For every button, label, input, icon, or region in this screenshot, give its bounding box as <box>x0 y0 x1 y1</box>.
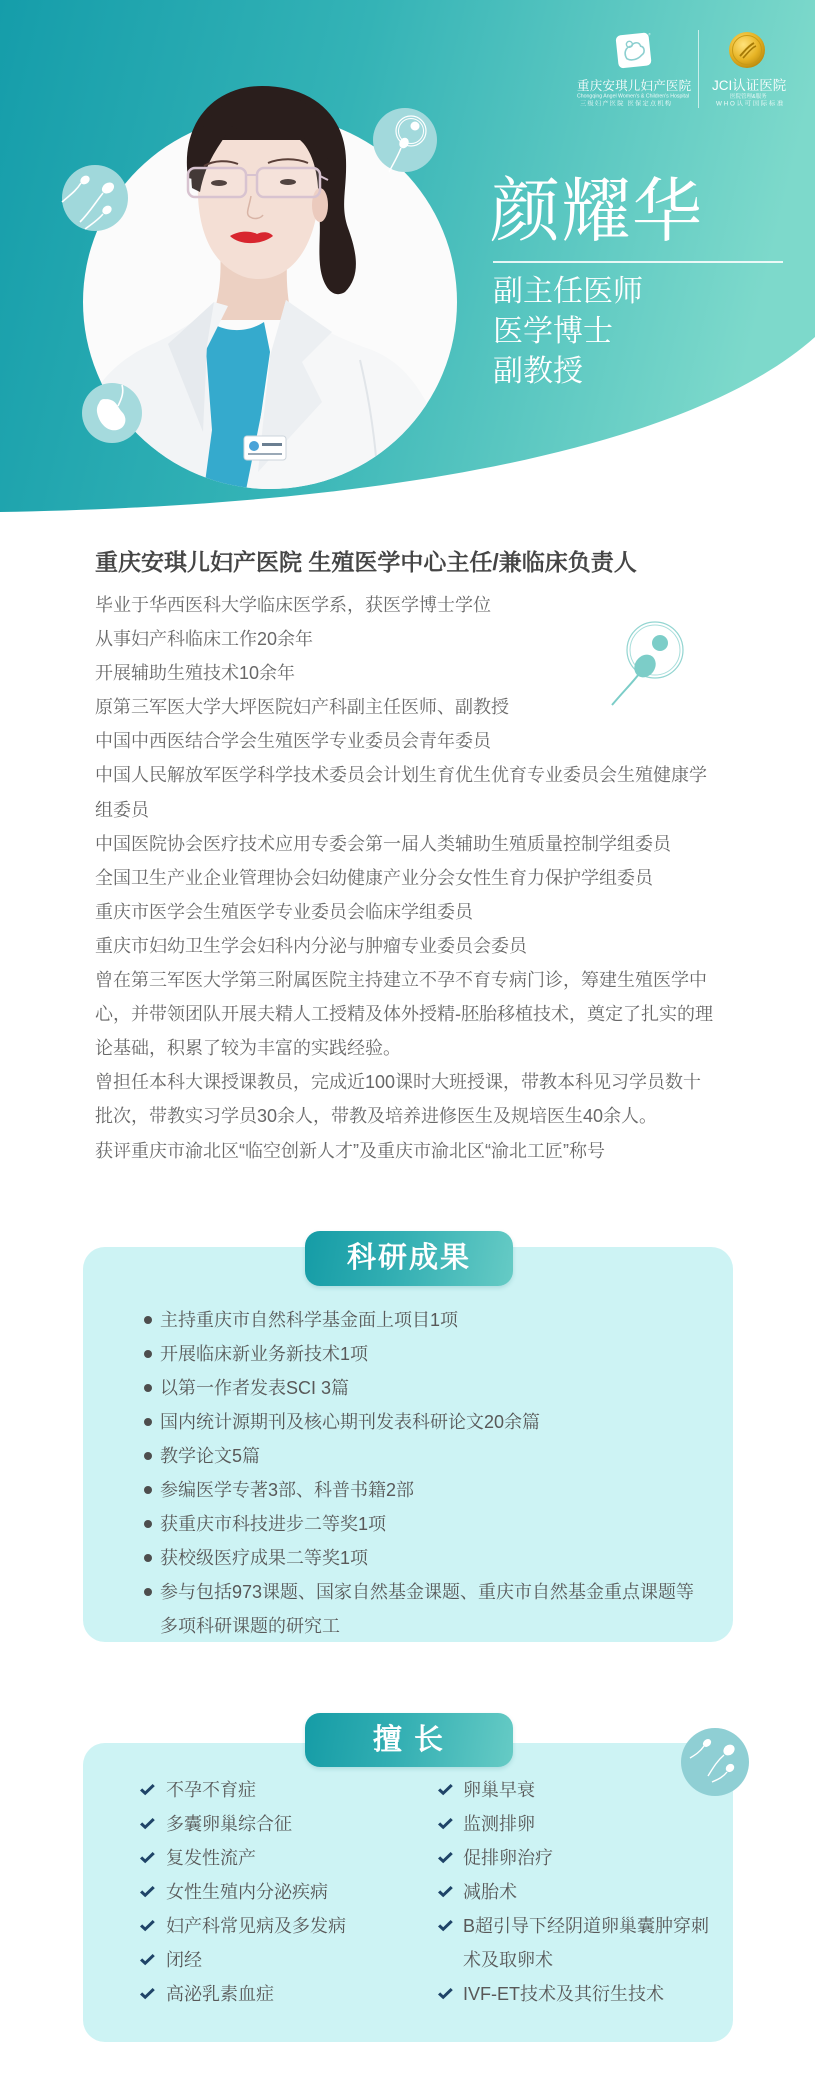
expertise-item-text: IVF-ET技术及其衍生技术 <box>463 1984 664 2004</box>
check-icon <box>438 1784 453 1796</box>
expertise-item-text: 闭经 <box>166 1950 202 1970</box>
expertise-item <box>438 1909 709 1943</box>
research-item-text: 参编医学专著3部、科普书籍2部 <box>160 1480 415 1500</box>
expertise-item-text: 减胎术 <box>463 1882 517 1902</box>
check-icon <box>140 1920 155 1932</box>
expertise-item <box>140 1841 346 1875</box>
intro-line: 心，并带领团队开展夫精人工授精及体外授精-胚胎移植技术，奠定了扎实的理 <box>95 1004 713 1025</box>
intro-line: 论基础，积累了较为丰富的实践经验。 <box>95 1038 401 1059</box>
research-item-text: 多项科研课题的研究工 <box>160 1616 340 1636</box>
intro-line: 原第三军医大学大坪医院妇产科副主任医师、副教授 <box>95 697 509 718</box>
expertise-item <box>140 1773 346 1807</box>
bullet-icon <box>144 1384 152 1392</box>
logo-divider <box>698 30 699 108</box>
intro-paragraph <box>95 861 713 895</box>
bullet-icon <box>144 1554 152 1562</box>
research-item-text: 国内统计源期刊及核心期刊发表科研论文20余篇 <box>160 1412 541 1432</box>
intro-paragraph <box>95 622 713 656</box>
expertise-item <box>438 1773 709 1807</box>
hospital-name: 重庆安琪儿妇产医院 <box>577 79 692 93</box>
check-icon <box>140 1784 155 1796</box>
research-item <box>144 1439 694 1473</box>
expertise-left-column <box>140 1773 346 2011</box>
intro-paragraph <box>95 827 713 861</box>
intro-line: 中国中西医结合学会生殖医学专业委员会青年委员 <box>95 731 491 752</box>
expertise-item-text: 多囊卵巢综合征 <box>166 1814 292 1834</box>
expertise-item-text: 妇产科常见病及多发病 <box>166 1916 346 1936</box>
intro-body <box>95 588 713 1168</box>
research-section-title: 科研成果 <box>305 1231 513 1286</box>
research-item <box>144 1303 694 1337</box>
expertise-item <box>438 1875 709 1909</box>
jci-tagline: WHO认可国际标准 <box>716 100 786 108</box>
bullet-icon <box>144 1350 152 1358</box>
expertise-item-text: 高泌乳素血症 <box>166 1984 274 2004</box>
intro-line: 毕业于华西医科大学临床医学系，获医学博士学位 <box>95 595 491 615</box>
research-item-text: 以第一作者发表SCI 3篇 <box>160 1378 350 1398</box>
intro-line: 中国人民解放军医学科学技术委员会计划生育优生优育专业委员会生殖健康学 <box>95 765 707 786</box>
research-item-continuation <box>144 1609 694 1643</box>
research-item <box>144 1541 694 1575</box>
doctor-title: 副主任医师 <box>493 275 643 308</box>
intro-paragraph <box>95 895 713 929</box>
expertise-item-text: 术及取卵术 <box>463 1950 553 1970</box>
hospital-name-english: Chongqing Angel Women's & Children's Hospital <box>577 93 690 100</box>
intro-paragraph <box>95 690 713 724</box>
expertise-item-text: B超引导下经阴道卵巢囊肿穿刺 <box>463 1916 710 1936</box>
egg-fertilization-icon <box>373 108 437 172</box>
intro-line: 组委员 <box>95 799 149 820</box>
bullet-icon <box>144 1520 152 1528</box>
expertise-item-continuation <box>438 1943 709 1977</box>
research-item <box>144 1337 694 1371</box>
check-icon <box>438 1988 453 2000</box>
check-icon <box>140 1886 155 1898</box>
intro-heading: 重庆安琪儿妇产医院 生殖医学中心主任/兼临床负责人 <box>95 549 637 575</box>
intro-paragraph <box>95 656 713 690</box>
doctor-title: 副教授 <box>493 355 583 388</box>
research-item-text: 获校级医疗成果二等奖1项 <box>160 1548 369 1568</box>
research-item <box>144 1507 694 1541</box>
expertise-item <box>438 1841 709 1875</box>
research-item <box>144 1473 694 1507</box>
intro-line: 从事妇产科临床工作20余年 <box>95 629 314 650</box>
research-item <box>144 1575 694 1609</box>
check-icon <box>140 1852 155 1864</box>
check-icon <box>140 1818 155 1830</box>
research-item-text: 教学论文5篇 <box>160 1446 261 1466</box>
intro-paragraph <box>95 1065 713 1133</box>
research-list <box>144 1303 694 1643</box>
expertise-item-text: 复发性流产 <box>166 1848 256 1868</box>
bullet-icon <box>144 1452 152 1460</box>
doctor-name: 颜耀华 <box>490 172 703 250</box>
research-item <box>144 1405 694 1439</box>
jci-title: JCI认证医院 <box>712 78 787 93</box>
intro-paragraph <box>95 724 713 758</box>
expertise-item <box>140 1909 346 1943</box>
bullet-icon <box>144 1418 152 1426</box>
intro-line: 曾在第三军医大学第三附属医院主持建立不孕不育专病门诊，筹建生殖医学中 <box>95 970 707 991</box>
expertise-item-text: 女性生殖内分泌疾病 <box>166 1882 328 1902</box>
bullet-icon <box>144 1486 152 1494</box>
expertise-item <box>438 1977 709 2011</box>
research-item-text: 获重庆市科技进步二等奖1项 <box>160 1514 387 1534</box>
intro-line: 开展辅助生殖技术10余年 <box>95 663 296 684</box>
expertise-item-text: 不孕不育症 <box>166 1780 256 1800</box>
check-icon <box>438 1852 453 1864</box>
intro-paragraph <box>95 963 713 1065</box>
expertise-item-text: 促排卵治疗 <box>463 1848 553 1868</box>
intro-line: 获评重庆市渝北区“临空创新人才”及重庆市渝北区“渝北工匠”称号 <box>95 1140 605 1161</box>
check-icon <box>438 1920 453 1932</box>
intro-line: 曾担任本科大课授课教员，完成近100课时大班授课，带教本科见习学员数十 <box>95 1072 702 1093</box>
hospital-tagline: 三级妇产医院 医保定点机构 <box>580 100 673 108</box>
check-icon <box>438 1818 453 1830</box>
expertise-right-column <box>438 1773 709 2011</box>
research-item <box>144 1371 694 1405</box>
intro-paragraph <box>95 758 713 826</box>
svg-text:®: ® <box>648 32 651 37</box>
intro-paragraph <box>95 1134 713 1168</box>
name-divider <box>493 261 783 263</box>
header-banner <box>0 0 815 520</box>
intro-line: 全国卫生产业企业管理协会妇幼健康产业分会女性生育力保护学组委员 <box>95 867 653 888</box>
expertise-item <box>140 1943 346 1977</box>
research-item-text: 主持重庆市自然科学基金面上项目1项 <box>160 1310 459 1330</box>
sperm-icon <box>62 165 128 231</box>
expertise-item <box>140 1875 346 1909</box>
check-icon <box>140 1988 155 2000</box>
research-item-text: 开展临床新业务新技术1项 <box>160 1344 369 1364</box>
doctor-title: 医学博士 <box>493 315 613 348</box>
expertise-item-text: 监测排卵 <box>463 1814 535 1834</box>
intro-line: 批次，带教实习学员30余人，带教及培养进修医生及规培医生40余人。 <box>95 1106 658 1127</box>
fetus-icon <box>82 383 142 443</box>
bullet-icon <box>144 1316 152 1324</box>
expertise-item <box>140 1977 346 2011</box>
intro-line: 中国医院协会医疗技术应用专委会第一届人类辅助生殖质量控制学组委员 <box>95 833 671 854</box>
intro-paragraph <box>95 588 713 622</box>
intro-paragraph <box>95 929 713 963</box>
bullet-icon <box>144 1588 152 1596</box>
expertise-item <box>438 1807 709 1841</box>
check-icon <box>140 1954 155 1966</box>
jci-subtitle: 医院管理&服务 <box>730 93 767 100</box>
intro-line: 重庆市医学会生殖医学专业委员会临床学组委员 <box>95 901 473 922</box>
doctor-titles <box>493 272 643 392</box>
expertise-section-title: 擅 长 <box>305 1713 513 1767</box>
intro-line: 重庆市妇幼卫生学会妇科内分泌与肿瘤专业委员会委员 <box>95 935 527 956</box>
jci-gold-seal-icon <box>729 32 765 68</box>
research-item-text: 参与包括973课题、国家自然基金课题、重庆市自然基金重点课题等 <box>160 1582 695 1602</box>
expertise-item-text: 卵巢早衰 <box>463 1780 535 1800</box>
expertise-item <box>140 1807 346 1841</box>
check-icon <box>438 1886 453 1898</box>
